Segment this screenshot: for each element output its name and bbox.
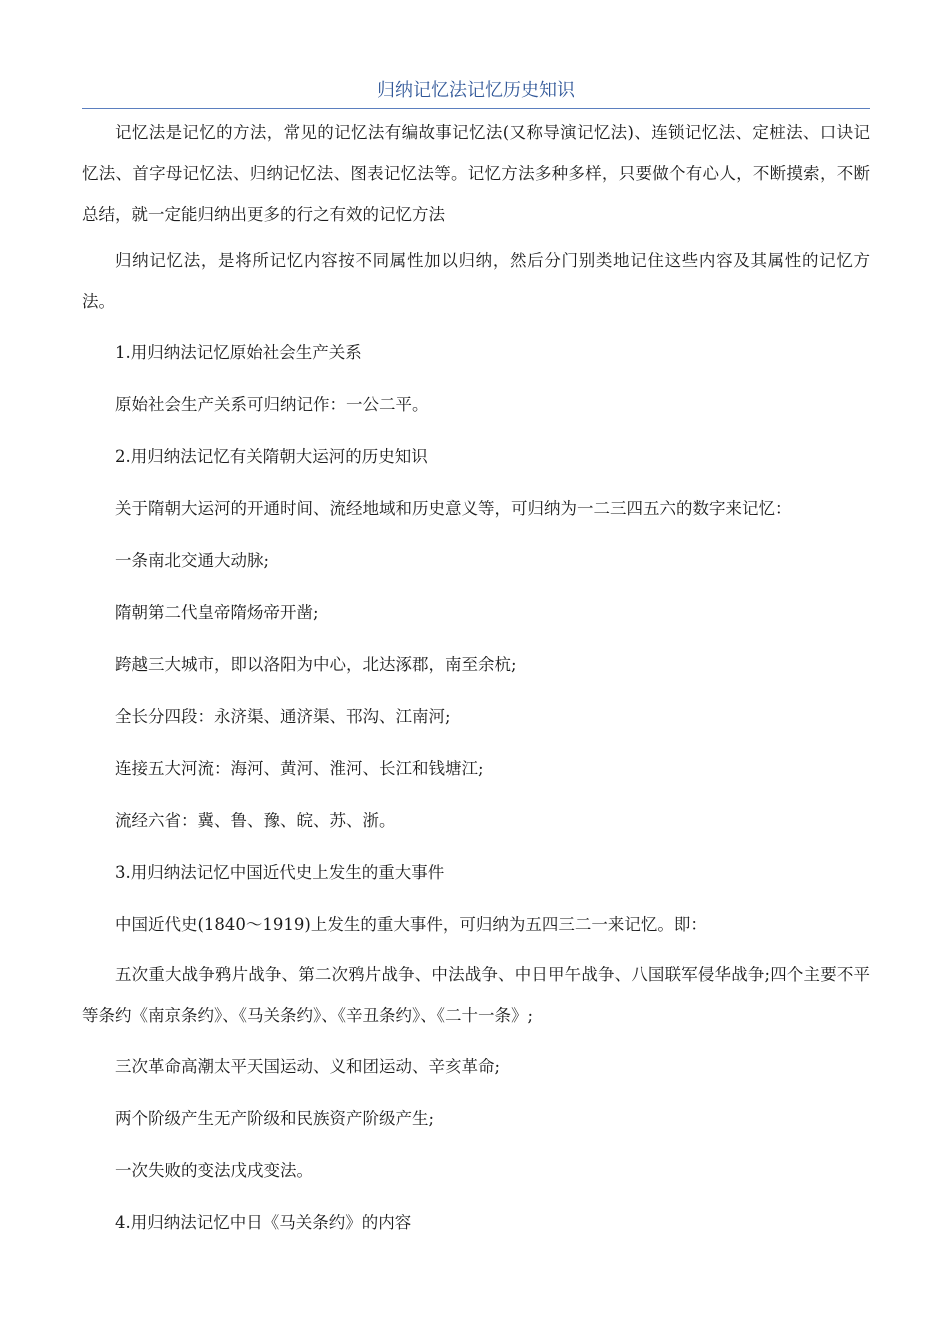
title-divider [82,108,870,109]
paragraph-intro: 记忆法是记忆的方法，常见的记忆法有编故事记忆法(又称导演记忆法)、连锁记忆法、定桩法、口诀记忆法、首字母记忆法、归纳记忆法、图表记忆法等。记忆方法多种多样，只要做个有心人，不断摸索，不断总结，就一定能归纳出更多的行之有效的记忆方法 [82,123,870,224]
section-heading-2: 2.用归纳法记忆有关隋朝大运河的历史知识 [115,447,428,466]
document-title: 归纳记忆法记忆历史知识 [377,80,575,101]
list-item: 跨越三大城市，即以洛阳为中心，北达涿郡，南至余杭; [115,655,517,674]
section-heading-1: 1.用归纳法记忆原始社会生产关系 [115,343,362,362]
paragraph: 中国近代史(1840～1919)上发生的重大事件，可归纳为五四三二一来记忆。即： [115,915,707,934]
list-item: 全长分四段：永济渠、通济渠、邗沟、江南河; [115,707,451,726]
list-item: 两个阶级产生无产阶级和民族资产阶级产生; [115,1109,435,1128]
document-page [82,78,870,1249]
paragraph-definition: 归纳记忆法，是将所记忆内容按不同属性加以归纳，然后分门别类地记住这些内容及其属性的记忆方法。 [82,251,870,311]
list-item: 连接五大河流：海河、黄河、淮河、长江和钱塘江; [115,759,484,778]
list-item: 流经六省：冀、鲁、豫、皖、苏、浙。 [115,811,396,830]
list-item: 三次革命高潮太平天国运动、义和团运动、辛亥革命; [115,1057,501,1076]
list-item: 隋朝第二代皇帝隋炀帝开凿; [115,603,319,622]
list-item: 五次重大战争鸦片战争、第二次鸦片战争、中法战争、中日甲午战争、八国联军侵华战争;四个主要不平等条约《南京条约》、《马关条约》、《辛丑条约》、《二十一条》; [82,965,870,1025]
list-item: 一次失败的变法戊戌变法。 [115,1161,313,1180]
section-heading-3: 3.用归纳法记忆中国近代史上发生的重大事件 [115,863,445,882]
document-body [82,112,870,1249]
paragraph: 关于隋朝大运河的开通时间、流经地域和历史意义等，可归纳为一二三四五六的数字来记忆： [115,499,792,518]
list-item: 一条南北交通大动脉; [115,551,270,570]
section-heading-4: 4.用归纳法记忆中日《马关条约》的内容 [115,1213,412,1232]
paragraph: 原始社会生产关系可归纳记作：一公二平。 [115,395,429,414]
